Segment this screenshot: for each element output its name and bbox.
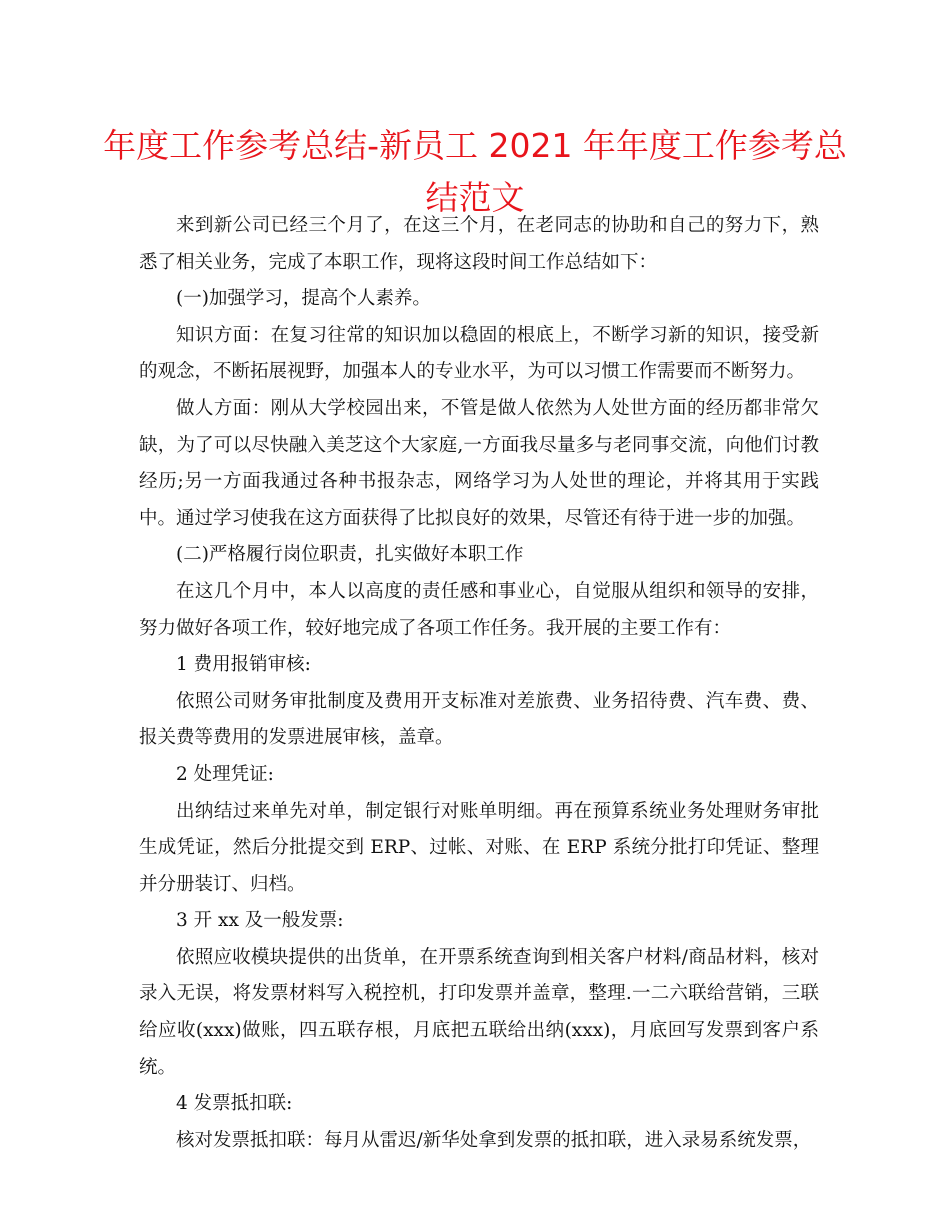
item-heading: 1 费用报销审核: (176, 654, 311, 676)
paragraph: 知识方面：在复习往常的知识加以稳固的根底上，不断学习新的知识，接受新的观念，不断拓展视野，加强本人的专业水平，为可以习惯工作需要而不断努力。 (139, 324, 819, 383)
document-body (139, 208, 819, 1159)
section-heading: (二)严格履行岗位职责，扎实做好本职工作 (176, 544, 524, 566)
paragraph: 在这几个月中，本人以高度的责任感和事业心，自觉服从组织和领导的安排，努力做好各项工作，较好地完成了各项工作任务。我开展的主要工作有： (139, 580, 819, 639)
item-heading: 3 开 xx 及一般发票: (176, 910, 344, 932)
paragraph: 出纳结过来单先对单，制定银行对账单明细。再在预算系统业务处理财务审批生成凭证，然后分批提交到 ERP、过帐、对账、在 ERP 系统分批打印凭证、整理并分册装订、归档。 (139, 800, 819, 895)
section-heading: (一)加强学习，提高个人素养。 (176, 288, 431, 310)
item-heading: 2 处理凭证: (176, 763, 274, 785)
paragraph: 核对发票抵扣联：每月从雷迟/新华处拿到发票的抵扣联，进入录易系统发票， (176, 1129, 812, 1151)
paragraph: 来到新公司已经三个月了，在这三个月，在老同志的协助和自己的努力下，熟悉了相关业务，完成了本职工作，现将这段时间工作总结如下： (139, 215, 819, 273)
paragraph: 做人方面：刚从大学校园出来，不管是做人依然为人处世方面的经历都非常欠缺，为了可以尽快融入美芝这个大家庭,一方面我尽量多与老同事交流，向他们讨教经历;另一方面我通过各种书报杂志，网络学习为人处世的理论，并将其用于实践中。通过学习使我在这方面获得了比拟良好的效果，尽管还有待于进一步的加强。 (139, 397, 819, 529)
paragraph: 依照公司财务审批制度及费用开支标准对差旅费、业务招待费、汽车费、费、报关费等费用的发票进展审核，盖章。 (139, 690, 819, 749)
document-title: 年度工作参考总结-新员工 2021 年年度工作参考总结范文 (103, 126, 847, 217)
item-heading: 4 发票抵扣联: (176, 1093, 293, 1115)
paragraph: 依照应收模块提供的出货单，在开票系统查询到相关客户材料/商品材料，核对录入无误，将发票材料写入税控机，打印发票并盖章，整理.一二六联给营销，三联给应收(xxx)做账，四五联存根，月底把五联给出纳(xxx)，月底回写发票到客户系统。 (139, 946, 819, 1078)
